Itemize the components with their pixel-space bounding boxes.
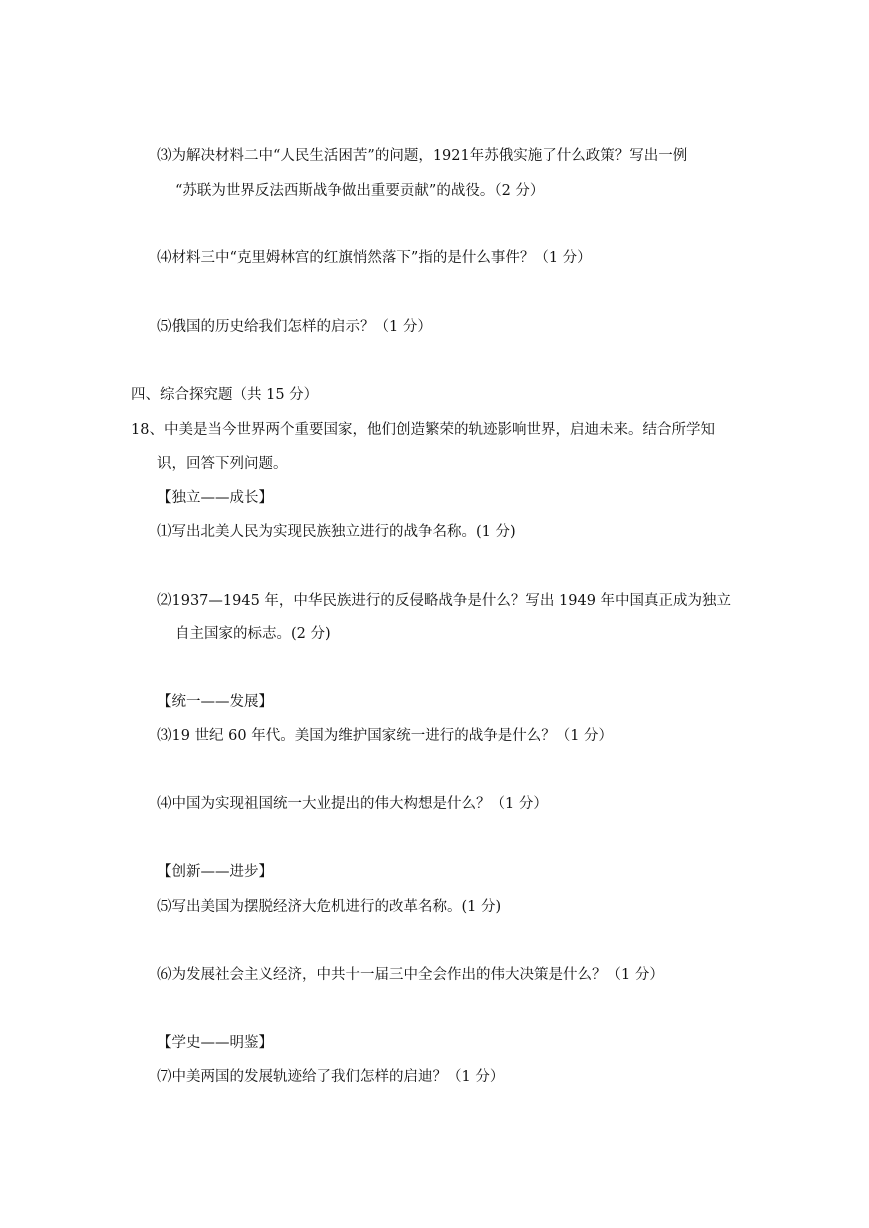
q18-stem-line1: 18、中美是当今世界两个重要国家，他们创造繁荣的轨迹影响世界，启迪未来。结合所学知 [131,422,715,438]
q18-stem-line2: 识，回答下列问题。 [157,456,288,472]
q17-part4: ⑷材料三中“克里姆林宫的红旗悄然落下”指的是什么事件？（1 分） [157,250,592,266]
q17-part5: ⑸俄国的历史给我们怎样的启示？（1 分） [157,319,432,335]
q18-part6: ⑹为发展社会主义经济，中共十一届三中全会作出的伟大决策是什么？（1 分） [157,967,664,983]
subsection-title-lessons: 【学史——明鉴】 [157,1035,273,1051]
q18-part2-line1: ⑵1937—1945 年，中华民族进行的反侵略战争是什么？写出 1949 年中国真正成为独立 [157,593,732,609]
q18-part2-line2: 自主国家的标志。(2 分) [175,626,331,642]
q18-part5: ⑸写出美国为摆脱经济大危机进行的改革名称。(1 分) [157,899,502,915]
subsection-title-independence: 【独立——成长】 [157,490,273,506]
q18-part1: ⑴写出北美人民为实现民族独立进行的战争名称。(1 分) [157,524,516,540]
q17-part3-line1: ⑶为解决材料二中“人民生活困苦”的问题，1921年苏俄实施了什么政策？写出一例 [157,148,688,164]
subsection-title-unification: 【统一——发展】 [157,694,273,710]
section-heading: 四、综合探究题（共 15 分） [131,387,319,403]
q17-part3-line2: “苏联为世界反法西斯战争做出重要贡献”的战役。（2 分） [175,183,545,199]
q18-part7: ⑺中美两国的发展轨迹给了我们怎样的启迪？（1 分） [157,1069,505,1085]
q18-part4: ⑷中国为实现祖国统一大业提出的伟大构想是什么？（1 分） [157,796,548,812]
q18-part3: ⑶19 世纪 60 年代。美国为维护国家统一进行的战争是什么？（1 分） [157,728,614,744]
subsection-title-innovation: 【创新——进步】 [157,864,273,880]
